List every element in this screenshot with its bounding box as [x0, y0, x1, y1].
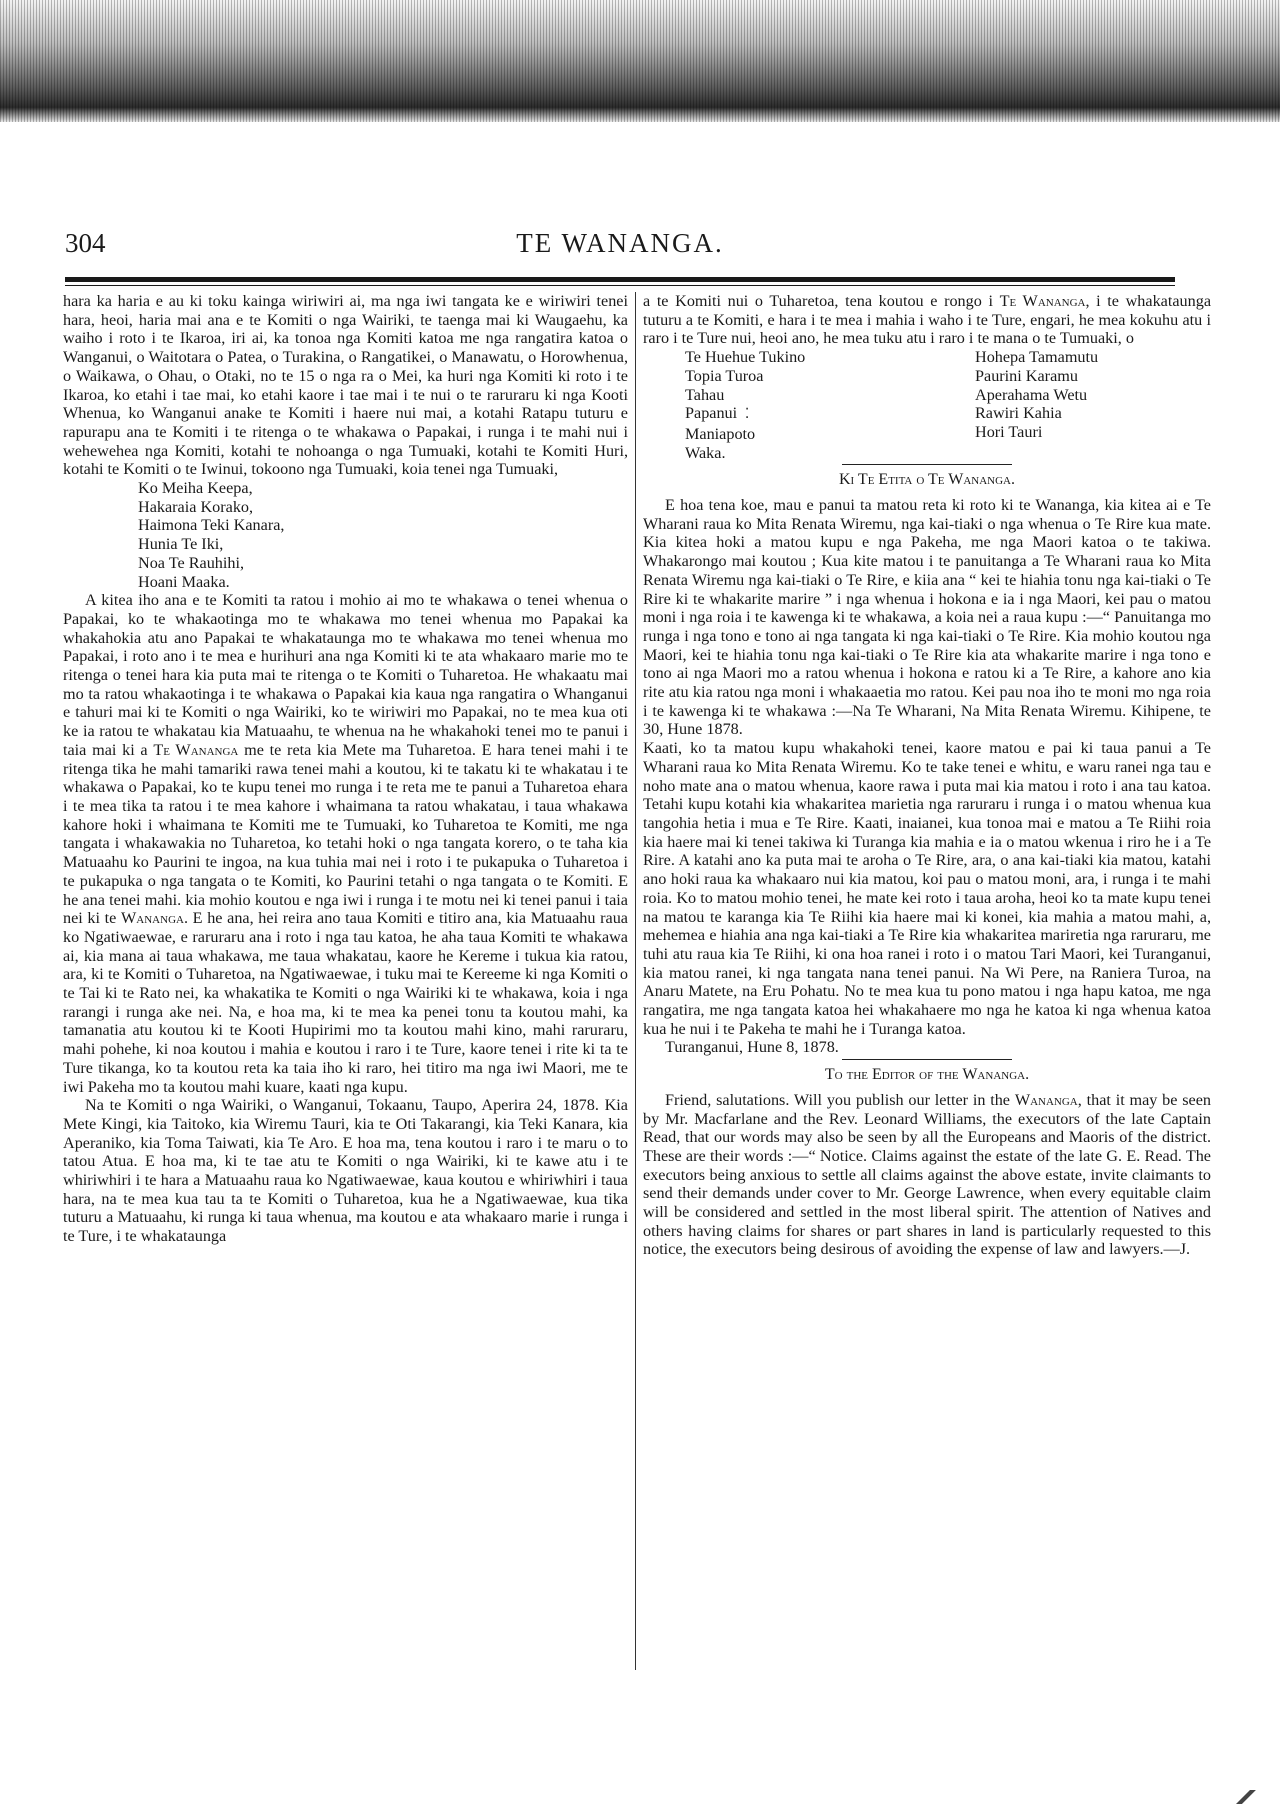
dateline: Turanganui, Hune 8, 1878.: [665, 1038, 839, 1057]
name-item: Waka.: [685, 443, 726, 462]
right-paragraph-2: E hoa tena koe, mau e panui ta matou reta ki roto ki te Wananga, kia kitea ai e Te Wharani raua ko Mita Renata Wiremu, nga kai-tiaki o nga whenua o Te Rire kua mate. Kia kitea hoki a matou kupu e nga Pakeha, me nga Maori katoa o te takiwa. Whakarongo mai koutou ; Kua kite matou i te panuitanga a Te Wharani raua ko Mita Renata Wiremu nga kai-tiaki o Te Rire, e kiia ana “ kei te hiahia tonu nga kai-tiaki o Te Rire ki te whakarite marire ” i nga whenua i hokona e ia i nga Maori, kei pau o matou moni i nga roia i te kawenga ki te whakawa, a koia nei a raua kupu :—“ Panuitanga mo runga i nga tono e tono ai nga tangata ki nga kai-tiaki o Te Rire. Kia mohio koutou nga Maori, kei te hiahia tonu nga kai-tiaki o Te Rire kia ata whakarite marire i nga tono e tono ai nga Maori mo a ratou whenua i hokona e ratou ki a Te Rire, a kahore ano kia rite atu kia ratou nga moni i whakaaetia mo ratou. Kei pau noa iho te moni mo nga roia i te kawenga ki te whakawa :—Na Te Wharani, Na Mita Renata Wiremu. Kihipene, te 30, Hune 1878.: [643, 496, 1211, 739]
wananga-ref: Te Wananga: [999, 292, 1086, 310]
name-item: Topia Turoa: [685, 366, 764, 385]
name-item: Hoani Maaka.: [138, 572, 230, 591]
name-item: Aperahama Wetu: [975, 385, 1088, 404]
name-item: Te Huehue Tukino: [685, 348, 806, 367]
name-item: Paurini Karamu: [975, 366, 1078, 385]
right-column: [643, 292, 1211, 1259]
right-paragraph-4: Friend, salutations. Will you publish our letter in the Wananga, that it may be seen by Mr. Macfarlane and the Rev. Leonard Williams, the executors of the late Captain Read, that our words may also be seen by all the Europeans and Maoris of the district. These are their words :—“ Notice. Claims against the estate of the late G. E. Read. The executors being anxious to settle all claims against the above estate, invite claimants to send their demands under cover to Mr. George Lawrence, when every equitable claim will be considered and settled in the most liberal spirit. The attention of Natives and others having claims for shares or part shares in land is particularly requested to this notice, the executors being desirous of avoiding the expense of law and lawyers.—J.: [643, 1090, 1212, 1259]
section-rule: [842, 1059, 1012, 1060]
name-item: Ko Meiha Keepa,: [138, 479, 253, 498]
name-item: Hohepa Tamamutu: [975, 348, 1099, 367]
name-item: Noa Te Rauhihi,: [138, 553, 245, 572]
letter-heading-english: To the Editor of the Wananga.: [824, 1066, 1030, 1084]
left-paragraph-2: A kitea iho ana e te Komiti ta ratou i mohio ai mo te whakawa o tenei whenua o Papakai, ko te whakaotinga mo te whakawa mo tenei whenua mo Papakai ka whakahokia atu ano Papakai te whakataunga mo te whakawa mo tenei whenua mo Papakai, i roto ano i te mea e hurihuri ana nga Komiti ki te ata whakaaro marie mo te ritenga o tenei hara kia puta mai te ritenga o te Komiti o Tuharetoa. He whakaatu mai mo ta ratou whakaotinga i te whakawa o Papakai kia kaua nga rangatira o Whanganui e tahuri mai ki te Komiti o nga Wairiki, ko te wiriwiri mo Papakai, no te mea kua oti ke ia ratou te whakatau kia Matuaahu, te whenua na he whakahoki tenei mo te panui i taia mai ki a Te Wananga me te reta kia Mete ma Tuharetoa. E hara tenei mahi i te ritenga tika he mahi tamariki rawa tenei mahi a koutou, ki te takatu ki te whakatau i te whakawa o Papakai, ko te kupu tenei mo runga i te reta me te panui a Tuharetoa ehara i te mea tika ta ratou i te mea kahore i whaimana ta ratou whakatau, i taua whakawa kahore hoki i whaimana te Komiti me te Tumuaki, ko Tuharetoa te Komiti, me nga tangata i whakawakia no Tuharetoa, ko tetahi hoki o nga tangata korero, o te taha kia Matuaahu ko Paurini te ingoa, na kua tuhia mai nei i roto i te pukapuka o Tuharetoa i te pukapuka o nga tangata o te Komiti, ko Paurini tetahi o nga tangata o te Komiti. E he ana tenei mahi. kia mohio koutou e nga iwi i runga i te motu nei ki tenei panui i taia nei ki te Wananga. E he ana, hei reira ano taua Komiti e titiro ana, kia Matuaahu raua ko Ngatiwaewae, e raruraru ana i roto i nga tau katoa, he aha taua Komiti te whakawa ai, kia mana ai taua whakawa, me taua whakatau, kaore he Kereme i tukua kia ratou, ara, ki te Komiti o Tuharetoa, na Ngatiwaewae, i tuku mai te Kereeme ki nga Komiti o te Tai ki te Rato nei, ka whakatika te Komiti o nga Wairiki ki te whakawa, koia i nga rarangi i runga ake nei. Na, e hoa ma, ki te mea ka penei tonu ta koutou mahi, ka tamanatia atu koutou ki te Kooti Hupirimi mo ta koutou mahi kino, mahi raruraru, mahi pohehe, ki noa koutou i mahia e koutou i raro i te Ture, kaore tenei i rite ki ta te Ture tikanga, ko ta koutou reta ka taia iho ki raro, hei titiro ma nga iwi Maori, me te iwi Pakeha mo ta koutou mahi kuare, kaati nga kupu.: [63, 591, 629, 1096]
name-item: Papanui ⁚: [685, 404, 975, 425]
running-title: TE WANANGA.: [516, 228, 724, 258]
column-divider: [635, 292, 636, 1670]
right-paragraph-1: a te Komiti nui o Tuharetoa, tena koutou e rongo i Te Wananga, i te whakataunga tuturu a te Komiti, e hara i te mea i mahia i waho i te Ture, engari, he mea kokuhu atu i raro i te Ture nui, heoi ano, he mea tuku atu i raro i te mana o te Tumuaki, o: [643, 292, 1212, 348]
section-rule: [842, 464, 1012, 465]
name-item: Hakaraia Korako,: [138, 497, 254, 516]
dot-mark-icon: ⁚: [744, 407, 750, 423]
wananga-ref: Wananga.: [121, 909, 189, 928]
left-column: [63, 292, 628, 1246]
header-rule-thin: [65, 285, 1175, 286]
signatory-column-right: [975, 348, 1211, 462]
page-number: 304: [65, 228, 106, 258]
header-rule-thick: [65, 277, 1175, 282]
signatory-column-left: [685, 348, 975, 462]
name-item: Maniapoto: [685, 424, 756, 443]
name-item: Rawiri Kahia: [975, 404, 1062, 423]
name-item: Haimona Teki Kanara,: [138, 516, 285, 535]
signatory-names: [643, 348, 1211, 462]
left-paragraph-3: Na te Komiti o nga Wairiki, o Wanganui, Tokaanu, Taupo, Aperira 24, 1878. Kia Mete Kingi, kia Taitoko, kia Wiremu Tauri, kia te Oti Takarangi, kia Teki Kanara, kia Aperaniko, kia Toma Taiwati, kia Te Aro. E hoa ma, tena koutou i raro i te maru o to tatou Atua. E hoa ma, ki te tae atu te Komiti o nga Wairiki, ki te kawe atu i te whiriwhiri i te hara a Matuaahu raua ko Ngatiwaewae, kaua koutou e whiriwhiri i taua hara, na te mea kua tau ta te Komiti o Tuharetoa, kua he a Ngatiwaewae, kua tika tuturu a Matuaahu, ki runga ki taua whenua, ma koutou e ata whakaaro marie i runga i te Ture, i te whakataunga: [63, 1096, 628, 1246]
letter-heading-maori: Ki Te Etita o Te Wananga.: [839, 471, 1015, 489]
wananga-ref: Te Wananga: [153, 740, 239, 759]
left-paragraph-1: hara ka haria e au ki toku kainga wiriwiri ai, ma nga iwi tangata ke e wiriwiri tenei hara, heoi, haria mai ana e te Komiti o nga Wairiki, te taenga mai ki Waugaehu, ka waiho i roto i te Ikaroa, iri ai, ka tonoa nga Komiti katoa me nga rangatira katoa o Wanganui, o Waitotara o Patea, o Turakina, o Rangatikei, o Manawatu, o Horowhenua, o Waikawa, o Ohau, o Otaki, no te 15 o nga ra o Mei, ka huri nga Komiti ki roto i te Ikaroa, ko etahi i tae mai, ko etahi kaore i tae mai i te nui o te raruraru ki nga Kooti Whenua, ko Wanganui anake te Komiti i haere nui mai, a kotahi Ratapu tuturu e rapurapu ana te Komiti i te ritenga o te whakawa o Papakai, i runga i te mahi nui i wehewehea nga Komiti, kotahi te nohoanga o nga Tumuaki, kotahi te Komiti Huri, kotahi te Komiti o te Iwinui, tokoono nga Tumuaki, koia tenei nga Tumuaki,: [63, 292, 628, 479]
right-paragraph-3: Kaati, ko ta matou kupu whakahoki tenei, kaore matou e pai ki taua panui a Te Wharani raua ko Mita Renata Wiremu. Ko te take tenei e whitu, e waru ranei nga tau e noho mate ana o matou whenua, kaore rawa i puta mai kia matou i roto i ana tau katoa. Tetahi kupu kotahi kia whakaritea marietia nga raruraru i runga i o matou whenua kua tangohia hetia i mua e Te Rire. Kaati, inaianei, kua tonoa mai e matou a Te Riihi roia kia haere mai ki tenei takiwa ki Turanga kia mahia e ia o matou wkenua i riro he i a Te Rire. A katahi ano ka puta mai te aroha o Te Rire, ara, o ana kai-tiaki kia matou, katahi ano hoki raua ka whakaaro nui kia matou, koi pau o matou moni, ara, i runga i te mahi roia. Ko to matou mohio tenei, he mate kei roto i taua aroha, heoi ko ta mate kupu tenei na matou te karanga kia Te Riihi kia haere mai ki konei, kia mahia a matou mahi, a, mehemea e hiahia ana nga kai-tiaki a Te Rire kia whakaritea mariretia nga raruraru, me tuhi atu raua kia Te Riihi, ki ona hoa ranei i roto i o matou Tari Maori, kei Turanganui, kia matou ranei, ki nga tangata nana tenei panui. Na Wi Pere, na Raniera Turoa, na Anaru Matete, na Eru Pohatu. No te mea kua tu pono matou i nga hapu katoa, me nga rangatira, me nga tangata katoa hei whakahaere mo nga he katoa ki nga whenua katoa kua he nui i te Pakeha te mahi he i Turanga katoa.: [643, 739, 1211, 1038]
tumuaki-name-list: [63, 479, 628, 591]
name-item: Hunia Te Iki,: [138, 535, 224, 554]
name-item: Hori Tauri: [975, 422, 1043, 441]
wananga-ref: Wananga: [1014, 1090, 1078, 1109]
scan-corner-mark: [1220, 1790, 1280, 1804]
name-item: Tahau: [685, 385, 725, 404]
scan-border-top: [0, 0, 1280, 122]
page-header: [65, 228, 1175, 276]
